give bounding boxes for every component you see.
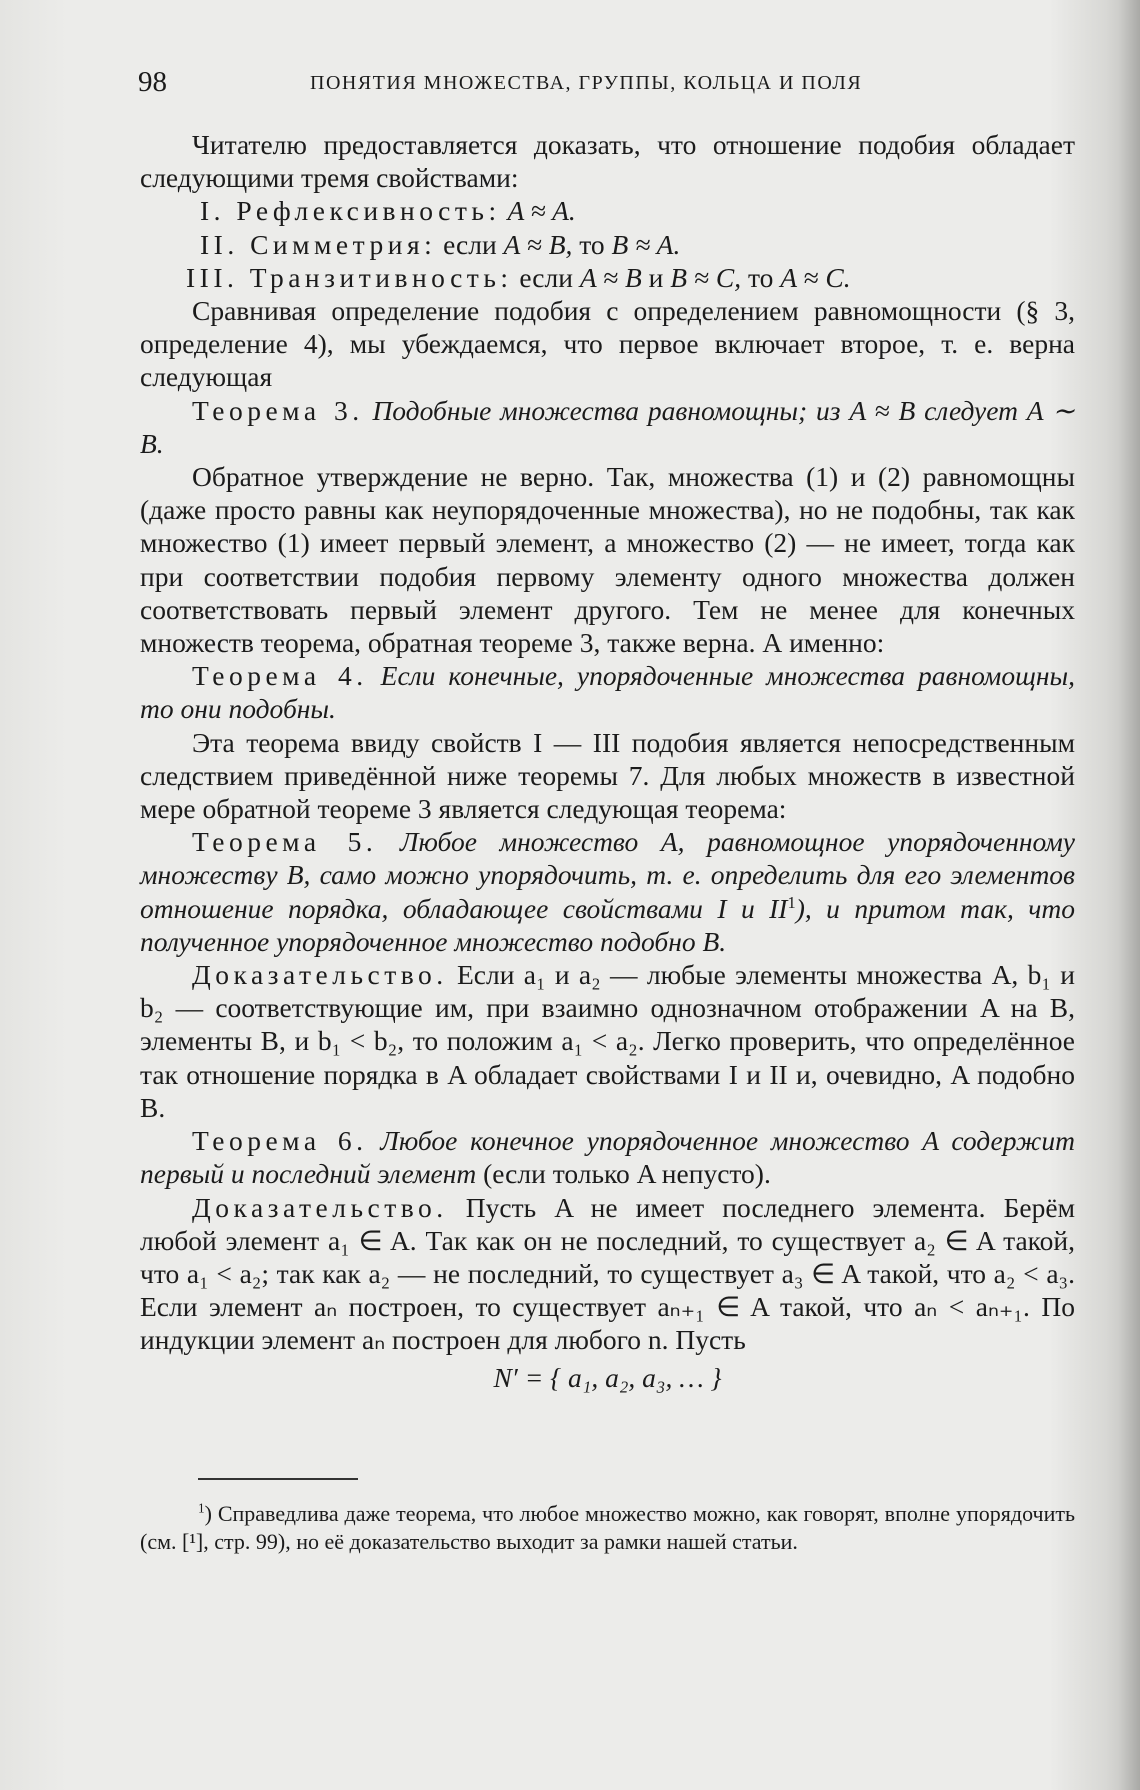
theorem-5 [140, 825, 1075, 958]
theorem-statement: Любое множество A, равномощное упорядоченному множеству B, само можно упорядочить, т. е. определить для его элементов отношение порядка, обладающее свойствами I и II [140, 826, 1076, 924]
formula: A ≈ B, [503, 228, 573, 260]
page-number: 98 [138, 66, 167, 98]
theorem-4 [140, 659, 1075, 725]
theorem-condition: (если только A непусто). [483, 1158, 771, 1190]
paragraph-theorem4-remark: Эта теорема ввиду свойств I — III подобия является непосредственным следствием приведённой ниже теоремы 7. Для любых множеств в известной мере обратной теореме 3 является следующая теорема: [140, 726, 1075, 825]
footnote-text [140, 1500, 1075, 1556]
property-label: III. Транзитивность: [186, 261, 513, 293]
theorem-statement: Если конечные, упорядоченные множества равномощны, то они подобны. [140, 660, 1075, 725]
footnote-marker: 1 [198, 1500, 205, 1516]
footnote-separator [198, 1478, 358, 1480]
proof-text: Если a₁ и a₂ — любые элементы множества A, b₁ и b₂ — соответствующие им, при взаимно однозначном отображении A на B, элементы B, и b₁ < b₂, то положим a₁ < a₂. Легко проверить, что определённое так отношение порядка в A обладает свойствами I и II и, очевидно, A подобно B. [140, 959, 1076, 1123]
theorem-label: Теорема 5. [192, 826, 378, 858]
text: то [747, 261, 774, 293]
theorem-label: Теорема 4. [192, 660, 368, 692]
property-transitivity [140, 261, 1075, 294]
formula: B ≈ C, [670, 261, 742, 293]
theorem-statement-end: ), и притом так, что полученное упорядоченное множество подобно B. [140, 892, 1075, 957]
proof-label: Доказательство. [192, 959, 448, 991]
text: если [519, 261, 573, 293]
proof-theorem-5 [140, 958, 1075, 1124]
formula: A ≈ A. [507, 195, 576, 227]
property-label: I. Рефлексивность: [200, 195, 501, 227]
footnote [140, 1500, 1075, 1556]
page-binding-shadow [1118, 0, 1140, 1790]
property-reflexivity [140, 194, 1075, 227]
paragraph-intro: Читателю предоставляется доказать, что отношение подобия обладает следующими тремя свойствами: [140, 129, 1075, 194]
property-symmetry [140, 228, 1075, 261]
property-label: II. Симметрия: [200, 228, 437, 260]
running-title: ПОНЯТИЯ МНОЖЕСТВА, ГРУППЫ, КОЛЬЦА И ПОЛЯ [310, 72, 863, 94]
formula: B ≈ A. [611, 228, 681, 260]
display-formula: N′ = { a₁, a₂, a₃, … } [493, 1361, 722, 1393]
paragraph-converse: Обратное утверждение не верно. Так, множества (1) и (2) равномощны (даже просто равны как неупорядоченные множества), но не подобны, так как множество (1) имеет первый элемент, а множество (2) — не имеет, тогда как при соответствии подобия первому элементу одного множества должен соответствовать первый элемент другого. Тем не менее для конечных множеств теорема, обратная теореме 3, также верна. А именно: [140, 461, 1075, 659]
formula: A ≈ C. [780, 261, 851, 293]
theorem-label: Теорема 3. [192, 394, 364, 426]
theorem-statement: Любое конечное упорядоченное множество A содержит первый и последний элемент [140, 1125, 1075, 1190]
theorem-6 [140, 1124, 1075, 1190]
proof-text: Пусть A не имеет последнего элемента. Берём любой элемент a₁ ∈ A. Так как он не последний, то существует a₂ ∈ A такой, что a₁ < a₂; так как a₂ — не последний, то существует a₃ ∈ A такой, что a₂ < a₃. Если элемент aₙ построен, то существует aₙ₊₁ ∈ A такой, что aₙ < aₙ₊₁. По индукции элемент aₙ построен для любого n. Пусть [140, 1191, 1075, 1356]
paragraph-comparison: Сравнивая определение подобия с определением равномощности (§ 3, определение 4), мы убеждаемся, что первое включает второе, т. е. верна следующая [140, 295, 1075, 393]
text: если [443, 228, 497, 260]
page-header [138, 66, 1073, 106]
footnote-body: ) Справедлива даже теорема, что любое множество можно, как говорят, вполне упорядочить (см. [¹], стр. 99), но её доказательство выходит за рамки нашей статьи. [140, 1501, 1075, 1554]
text: то [579, 228, 605, 260]
theorem-statement: Подобные множества равномощны; из A ≈ B следует A ∼ B. [140, 394, 1076, 459]
proof-theorem-6 [140, 1191, 1075, 1357]
text: и [648, 261, 664, 293]
theorem-3 [140, 394, 1075, 460]
footnote-reference[interactable]: 1 [787, 892, 796, 912]
theorem-label: Теорема 6. [192, 1125, 368, 1157]
proof-label: Доказательство. [192, 1191, 448, 1223]
formula: A ≈ B [579, 261, 642, 293]
main-text [140, 128, 1075, 1394]
